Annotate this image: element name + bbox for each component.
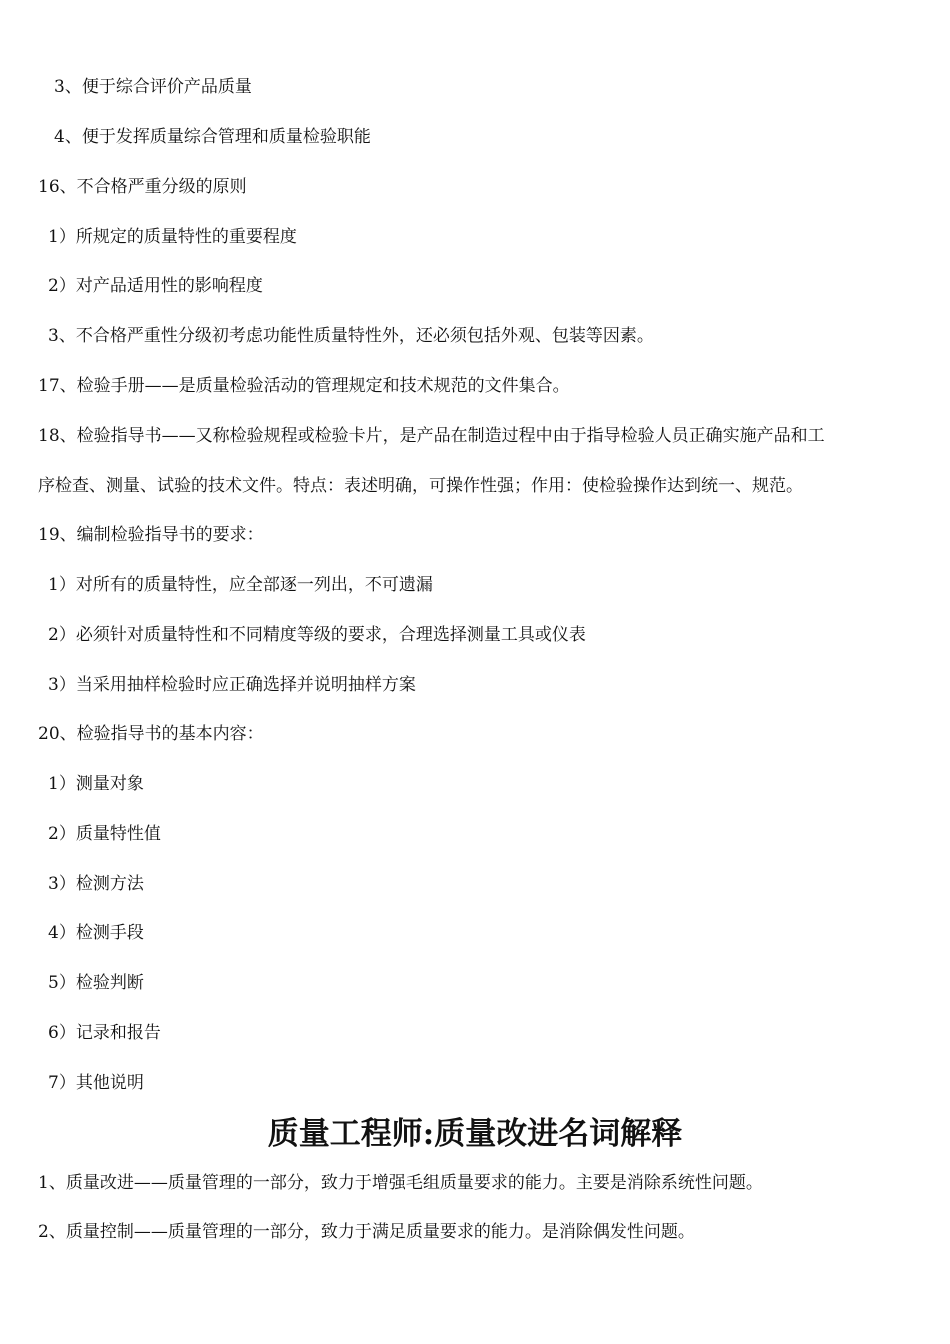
text-line: 19、编制检验指导书的要求： [38,525,264,545]
text-line: 17、检验手册——是质量检验活动的管理规定和技术规范的文件集合。 [38,376,570,396]
text-line: 5）检验判断 [48,973,144,993]
text-line: 20、检验指导书的基本内容： [38,724,264,744]
text-line: 1、质量改进——质量管理的一部分，致力于增强毛组质量要求的能力。主要是消除系统性问题。 [38,1173,763,1193]
text-line: 3）当采用抽样检验时应正确选择并说明抽样方案 [48,675,416,695]
text-line: 6）记录和报告 [48,1023,161,1043]
text-line: 2）对产品适用性的影响程度 [48,276,263,296]
text-line: 2、质量控制——质量管理的一部分，致力于满足质量要求的能力。是消除偶发性问题。 [38,1222,695,1242]
text-line: 3、不合格严重性分级初考虑功能性质量特性外，还必须包括外观、包装等因素。 [48,326,654,346]
text-line: 2）必须针对质量特性和不同精度等级的要求，合理选择测量工具或仪表 [48,625,586,645]
text-line: 序检查、测量、试验的技术文件。特点：表述明确，可操作性强；作用：使检验操作达到统一、规范。 [38,476,803,496]
text-line: 4、便于发挥质量综合管理和质量检验职能 [54,127,371,147]
text-line: 1）所规定的质量特性的重要程度 [48,227,297,247]
text-line: 3、便于综合评价产品质量 [54,77,252,97]
text-line: 1）测量对象 [48,774,144,794]
text-line: 7）其他说明 [48,1073,144,1093]
text-line: 2）质量特性值 [48,824,161,844]
text-line: 4）检测手段 [48,923,144,943]
section-title: 质量工程师:质量改进名词解释 [267,1116,683,1152]
text-line: 1）对所有的质量特性，应全部逐一列出，不可遗漏 [48,575,433,595]
text-line: 3）检测方法 [48,874,144,894]
text-line: 18、检验指导书——又称检验规程或检验卡片，是产品在制造过程中由于指导检验人员正确实施产品和工 [38,426,825,446]
text-line: 16、不合格严重分级的原则 [38,177,247,197]
